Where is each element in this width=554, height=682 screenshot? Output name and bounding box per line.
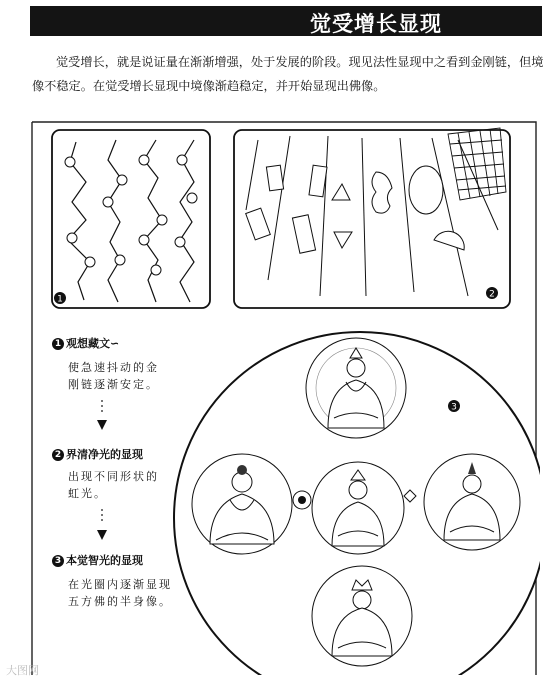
step-2-desc-line-2: 虹光。	[68, 487, 107, 500]
step-2-badge: 2	[52, 449, 64, 461]
step-3-desc-line-2: 五方佛的半身像。	[68, 595, 172, 608]
dots-1	[101, 397, 103, 415]
down-arrow-icon	[97, 530, 107, 540]
step-3-title	[52, 552, 172, 568]
step-1-desc-line-2: 刚链逐渐安定。	[68, 378, 159, 391]
down-arrow-icon	[97, 420, 107, 430]
panel-vajra-chains	[52, 130, 210, 308]
tibetan-glyph-icon: ∽	[110, 337, 120, 350]
step-2-title-text: 界清净光的显现	[66, 448, 143, 461]
step-1-desc-line-1: 使急速抖动的金	[68, 361, 159, 374]
step-2-title	[52, 446, 159, 462]
watermark: 大图网	[6, 664, 39, 677]
buddha-figure-top	[306, 338, 406, 438]
panel-buddhas	[174, 332, 540, 675]
title-banner	[30, 6, 542, 36]
panel-3-number: 3	[451, 402, 457, 413]
buddha-figure-left	[192, 454, 292, 554]
step-1-desc	[52, 359, 159, 393]
buddha-figure-right	[424, 454, 520, 550]
step-1	[52, 335, 159, 393]
step-2-desc-line-1: 出现不同形状的	[68, 470, 159, 483]
step-3-desc	[52, 576, 172, 610]
step-1-title-text: 观想藏文	[66, 337, 110, 350]
buddha-figure-bottom	[312, 566, 412, 666]
step-1-title	[52, 335, 159, 351]
step-3	[52, 552, 172, 610]
step-3-desc-line-1: 在光圈内逐渐显现	[68, 578, 172, 591]
panel-light-shapes	[234, 128, 510, 308]
panel-2-number: 2	[489, 289, 495, 300]
intro-paragraph: 觉受增长，就是说证量在渐渐增强，处于发展的阶段。现见法性显现中之看到金刚链，但境像不稳定。在觉受增长显现中境像渐趋稳定，并开始显现出佛像。	[32, 55, 544, 93]
step-1-badge: 1	[52, 338, 64, 350]
dots-2	[101, 506, 103, 524]
page-title: 觉受增长显现	[310, 12, 442, 36]
panel-1-number: 1	[57, 294, 63, 305]
step-2	[52, 446, 159, 502]
step-3-title-text: 本觉智光的显现	[66, 554, 143, 567]
step-3-badge: 3	[52, 555, 64, 567]
step-2-desc	[52, 468, 159, 502]
